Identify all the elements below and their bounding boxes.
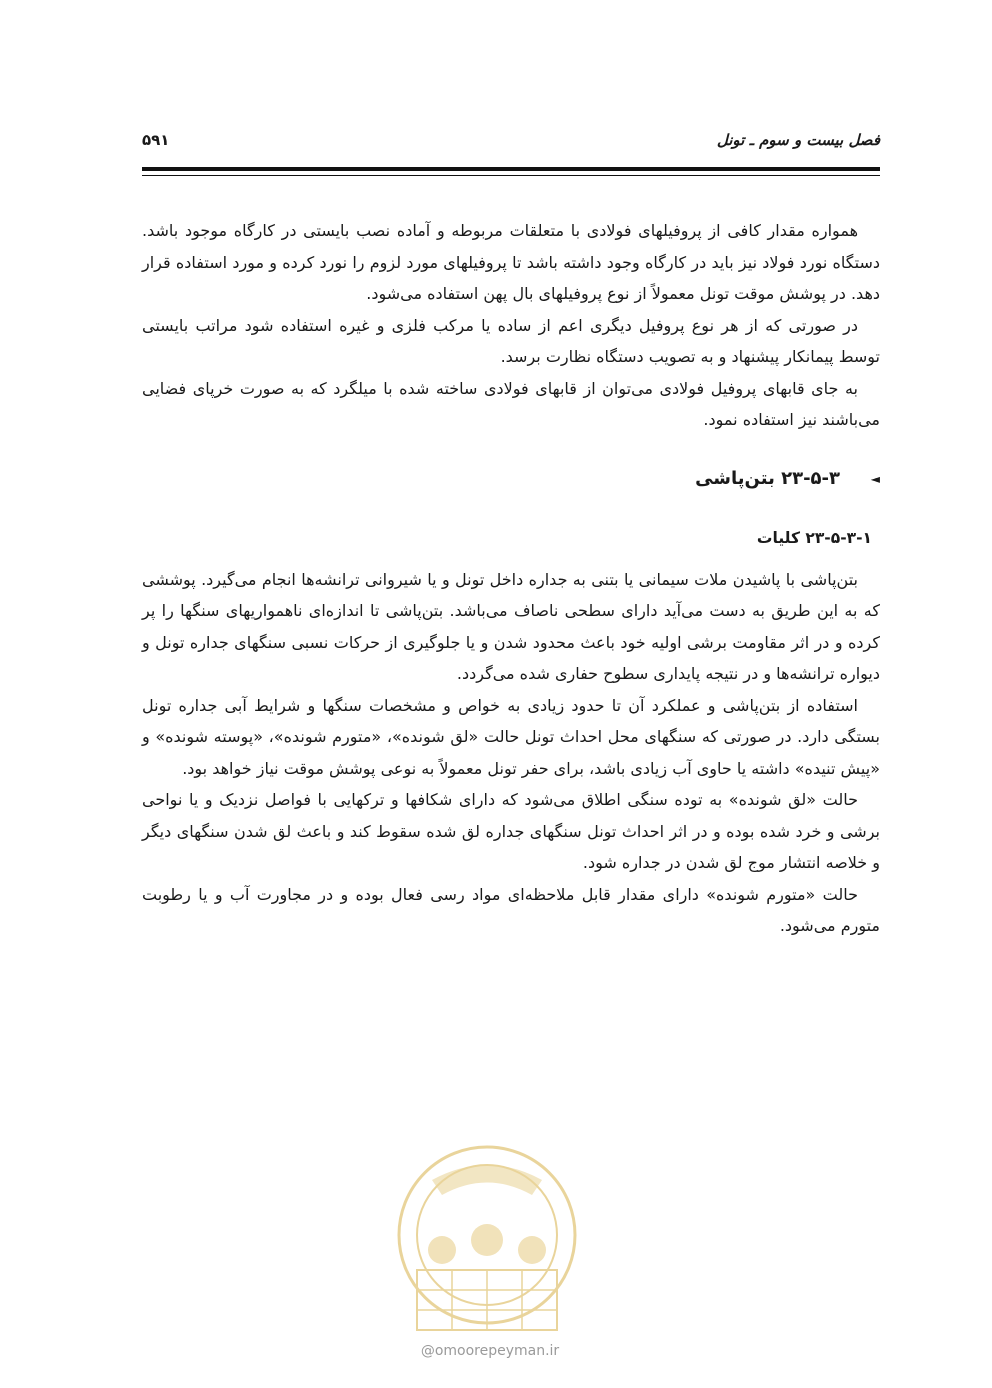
paragraph: همواره مقدار کافی از پروفیلهای فولادی با متعلقات مربوطه و آماده نصب بایستی در کارگاه موجود باشد. دستگاه نورد فولاد نیز باید در کارگاه وجود داشته باشد تا پروفیلهای مورد لزوم را نورد کرده و مورد استفاده قرار دهد. در پوشش موقت تونل معمولاً از نوع پروفیلهای بال پهن استفاده می‌شود. — [142, 221, 880, 303]
paragraph: به جای قابهای پروفیل فولادی می‌توان از قابهای فولادی ساخته شده با میلگرد که به صورت خرپای فضایی می‌باشند نیز استفاده نمود. — [142, 378, 880, 429]
section-title: ۲۳-۵-۳ بتن‌پاشی — [695, 467, 840, 489]
paragraph: بتن‌پاشی با پاشیدن ملات سیمانی یا بتنی به جداره داخل تونل و یا شیروانی ترانشه‌ها انجام می‌گیرد. پوششی که به این طریق به دست می‌آید دارای سطحی ناصاف می‌باشد. بتن‌پاشی تا اندازه‌ای ناهمواریهای سنگها را پر کرده و در اثر مقاومت برشی اولیه خود باعث محدود شدن و یا جلوگیری از حرکات نسبی سنگهای جداره تونل و دیواره ترانشه‌ها و در نتیجه پایداری سطوح حفاری شده می‌گردد. — [142, 569, 880, 683]
paragraph: حالت «لق شونده» به توده سنگی اطلاق می‌شود که دارای شکافها و ترکهایی با فواصل نزدیک و یا نواحی برشی و خرد شده بوده و در اثر احداث تونل سنگهای جداره لق شده سقوط کند و باعث لق شدن سنگهای دیگر و خلاصه انتشار موج لق شدن در جداره شود. — [142, 790, 880, 872]
subsection-heading: ۲۳-۵-۳-۱ کلیات — [756, 528, 872, 547]
paragraph: در صورتی که از هر نوع پروفیل دیگری اعم از ساده یا مرکب فلزی و غیره استفاده شود مراتب بایستی توسط پیمانکار پیشنهاد و به تصویب دستگاه نظارت برسد. — [142, 315, 880, 366]
chapter-title: فصل بیست و سوم ـ تونل — [716, 131, 880, 149]
watermark-logo — [392, 1140, 582, 1340]
header-rule-thick — [142, 167, 880, 171]
paragraph: حالت «متورم شونده» دارای مقدار قابل ملاحظه‌ای مواد رسی فعال بوده و در مجاورت آب و یا رطوبت متورم می‌شود. — [142, 884, 880, 935]
page-number: ۵۹۱ — [142, 131, 170, 149]
section-heading — [142, 450, 880, 508]
body-content — [142, 215, 880, 942]
watermark-url: @omoorepeyman.ir — [420, 1343, 560, 1359]
header-rule-thin — [142, 175, 880, 176]
section-marker: ◄ — [870, 471, 880, 486]
paragraph: استفاده از بتن‌پاشی و عملکرد آن تا حدود زیادی به خواص و مشخصات سنگها و شرایط آبی جداره تونل بستگی دارد. در صورتی که سنگهای محل احداث تونل حالت «لق شونده»، «متورم شونده»، «پوسته شونده» و «پیش تنیده» داشته یا حاوی آب زیادی باشد، برای حفر تونل معمولاً به نوعی پوشش موقت نیاز خواهد بود. — [142, 695, 880, 778]
